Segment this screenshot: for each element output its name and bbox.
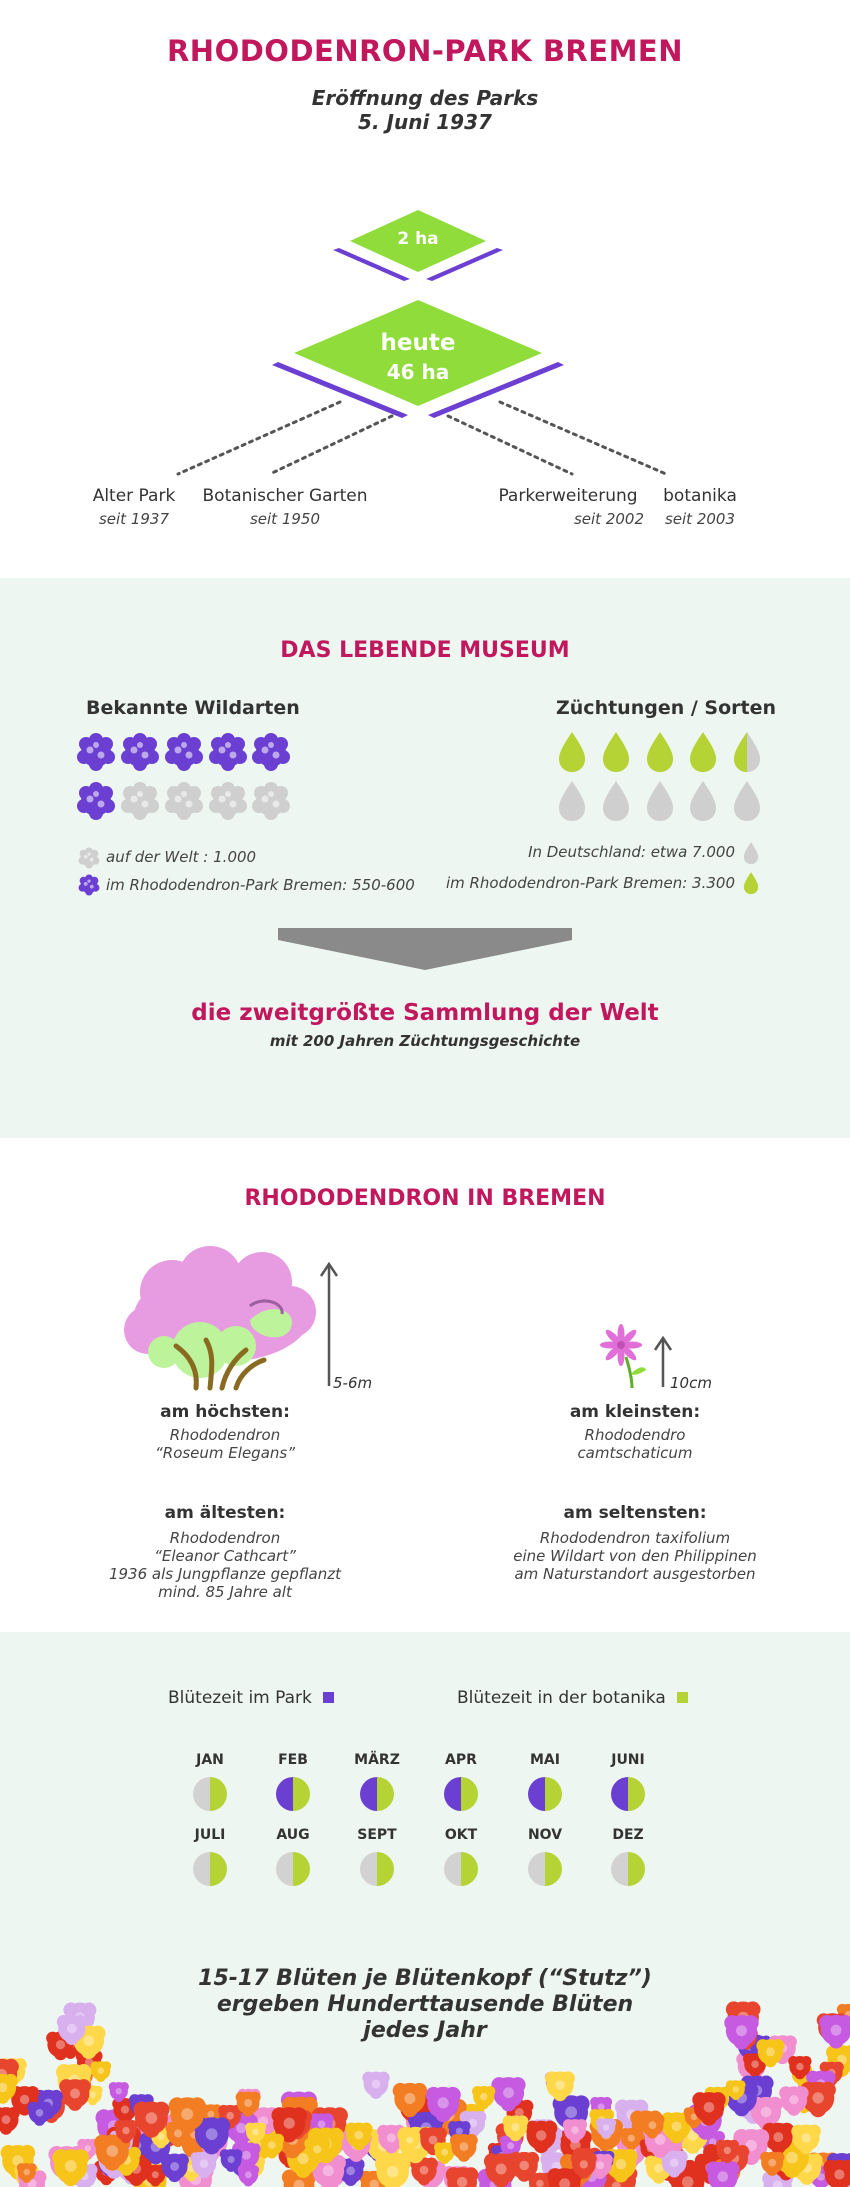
cultivar-park-count: im Rhododendron-Park Bremen: 3.300 [445,874,735,892]
smallest-label: am kleinsten: [569,1402,701,1422]
oldest-label: am ältesten: [164,1503,286,1523]
page-title: RHODODENRON-PARK BREMEN [166,34,684,68]
bloom-footer [0,1966,850,2044]
rarest-line-3: am Naturstandort ausgestorben [514,1565,756,1583]
cultivars-title: Züchtungen / Sorten [556,697,777,719]
oldest-line-2: “Eleanor Cathcart” [154,1547,296,1565]
bloom-month-indicator [527,1776,563,1812]
height-arrow-icon [655,1338,671,1387]
smallest-name-1: Rhododendro [584,1426,686,1444]
tallest-name-2: “Roseum Elegans” [155,1444,295,1462]
bloom-month-indicator [359,1851,395,1887]
bloom-month-indicator [192,1851,228,1887]
smallest-block [500,1402,770,1462]
tallest-label: am höchsten: [160,1402,290,1422]
bloom-month-indicator [610,1851,646,1887]
rarest-line-1: Rhododendron taxifolium [539,1529,731,1547]
month-label: MÄRZ [354,1752,400,1768]
small-flower-icon [600,1324,646,1388]
oldest-line-3: 1936 als Jungpflanze gepflanzt [108,1565,342,1583]
bloom-month-indicator [610,1776,646,1812]
month-label: SEPT [357,1827,397,1843]
wild-park-count: im Rhododendron-Park Bremen: 550-600 [106,876,415,894]
legend-park [168,1688,334,1708]
part-since: seit 2002 [573,510,644,528]
month-label: MAI [530,1752,560,1768]
today-label: heute [380,330,456,356]
opening-line-1: Eröffnung des Parks [311,86,539,110]
part-since: seit 1937 [98,510,170,528]
cultivar-germany-count: In Deutschland: etwa 7.000 [528,843,735,861]
month-label: JAN [196,1752,224,1768]
footer-line-3: jedes Jahr [363,2018,487,2043]
legend-park-swatch [323,1692,334,1703]
bloom-month-indicator [192,1776,228,1812]
bremen-title: RHODODENDRON IN BREMEN [244,1186,606,1211]
bloom-month-indicator [443,1776,479,1812]
tallest-name-1: Rhododendron [169,1426,281,1444]
tallest-height: 5-6m [333,1374,373,1392]
opening-line-2: 5. Juni 1937 [358,110,492,134]
month-label: JUNI [611,1752,645,1768]
month-label: JULI [194,1827,226,1843]
part-name: Botanischer Garten [202,486,368,506]
wild-species-title: Bekannte Wildarten [86,697,300,719]
small-area-label: 2 ha [397,229,439,249]
part-name: Alter Park [92,486,176,506]
oldest-block [60,1503,390,1601]
footer-line-1: 15-17 Blüten je Blütenkopf (“Stutz”) [198,1966,652,1991]
today-area-label: 46 ha [386,360,450,384]
tree-icon [124,1246,316,1388]
collection-headline: die zweitgrößte Sammlung der Welt [191,1000,659,1026]
rarest-line-2: eine Wildart von den Philippinen [513,1547,757,1565]
museum-title: DAS LEBENDE MUSEUM [280,638,570,663]
part-name: botanika [663,486,737,506]
smallest-name-2: camtschaticum [577,1444,693,1462]
month-label: AUG [276,1827,310,1843]
legend-botanika [457,1688,688,1708]
month-label: FEB [278,1752,308,1768]
oldest-line-4: mind. 85 Jahre alt [158,1583,292,1601]
month-label: OKT [444,1827,478,1843]
bloom-month-indicator [527,1851,563,1887]
month-label: APR [445,1752,477,1768]
part-since: seit 2003 [664,510,736,528]
height-arrow-icon [321,1264,337,1386]
legend-botanika-label: Blütezeit in der botanika [457,1688,666,1708]
legend-park-label: Blütezeit im Park [168,1688,312,1708]
month-label: DEZ [612,1827,644,1843]
rarest-label: am seltensten: [563,1503,707,1523]
smallest-height: 10cm [670,1374,712,1392]
rarest-block [460,1503,810,1583]
collection-subline: mit 200 Jahren Züchtungsgeschichte [269,1032,581,1050]
bloom-month-indicator [359,1776,395,1812]
bloom-month-indicator [275,1851,311,1887]
legend-botanika-swatch [677,1692,688,1703]
bloom-month-indicator [275,1776,311,1812]
bloom-month-indicator [443,1851,479,1887]
part-since: seit 1950 [249,510,321,528]
footer-line-2: ergeben Hunderttausende Blüten [216,1992,634,2017]
part-name: Parkerweiterung [498,486,638,506]
month-label: NOV [527,1827,563,1843]
tallest-block [90,1402,360,1462]
wild-world-count: auf der Welt : 1.000 [106,848,257,866]
oldest-line-1: Rhododendron [169,1529,281,1547]
